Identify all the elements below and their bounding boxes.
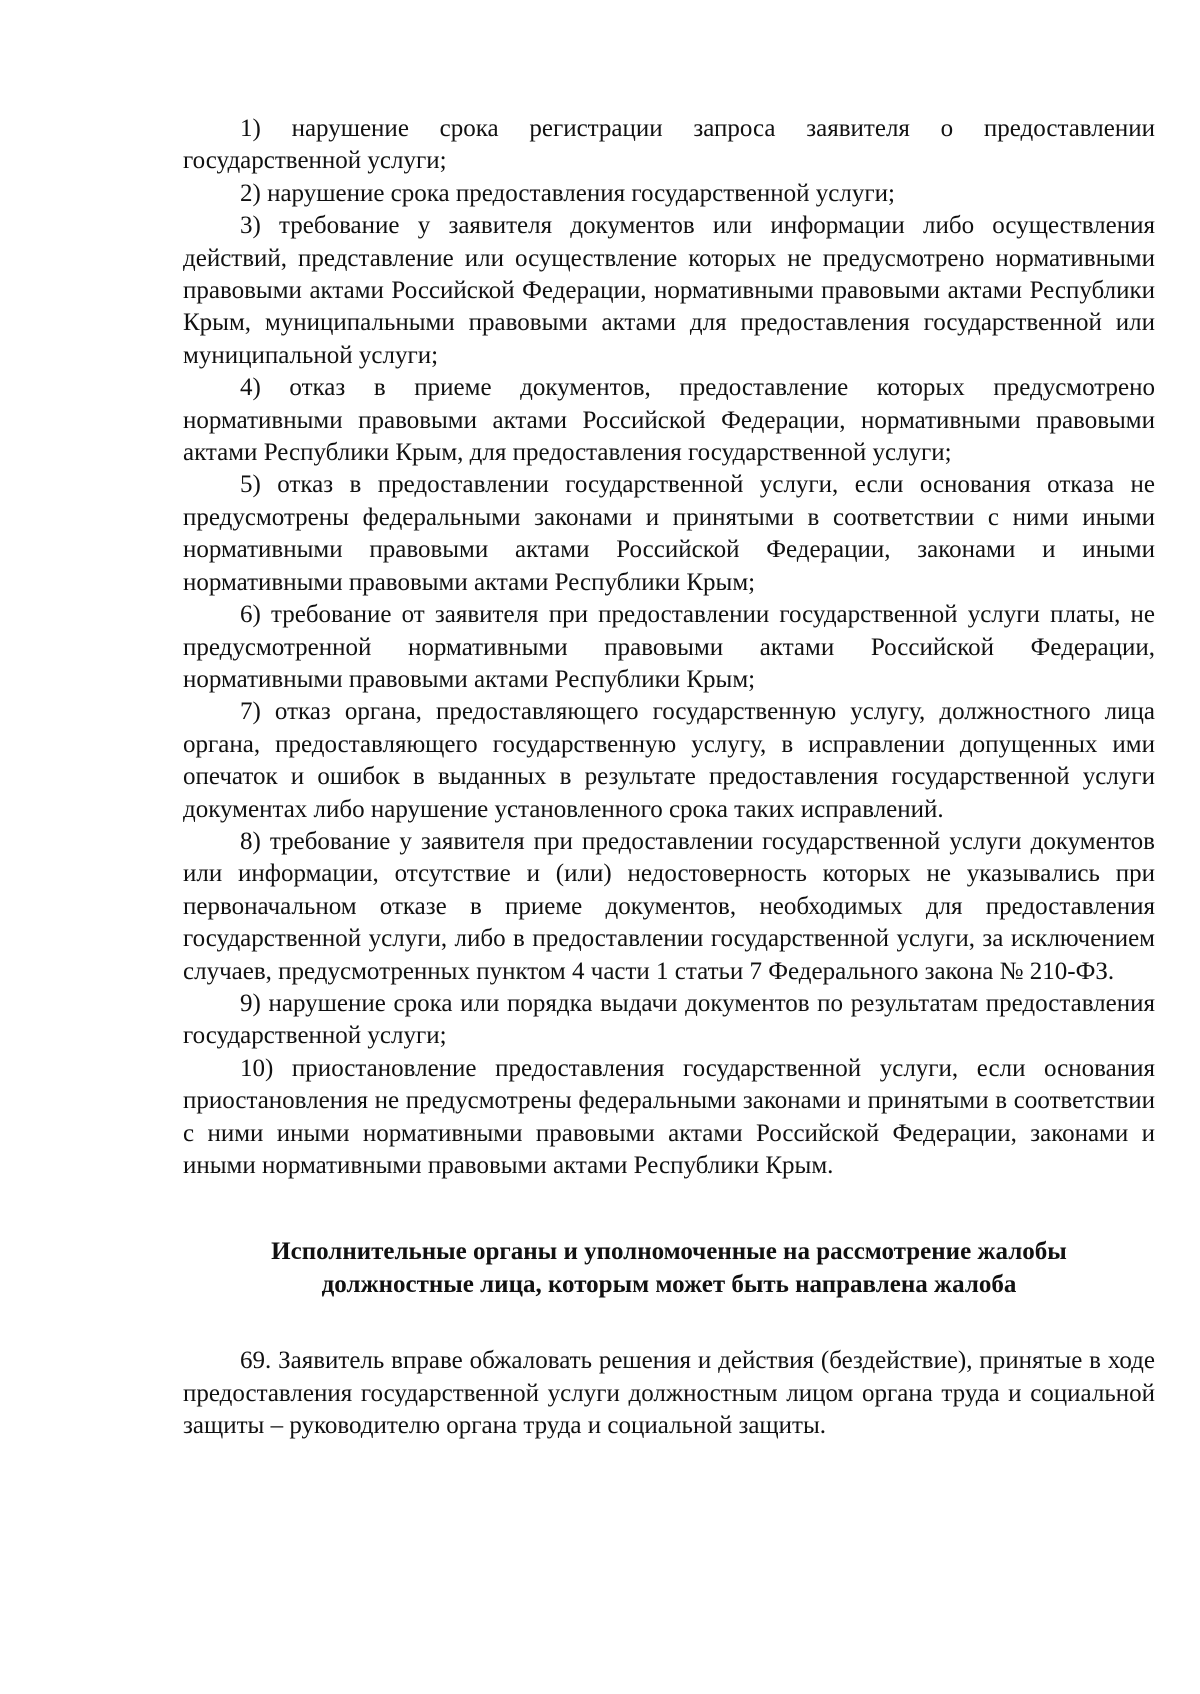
list-item-6: 6) требование от заявителя при предоставлении государственной услуги платы, не предусмотренной нормативными правовыми актами Российской Федерации, нормативными правовыми актами Республики Крым; xyxy=(183,601,1155,693)
document-body xyxy=(183,113,1155,1442)
list-item-5: 5) отказ в предоставлении государственной услуги, если основания отказа не предусмотрены федеральными законами и принятыми в соответствии с ними иными нормативными правовыми актами Российской Федерации, законами и иными нормативными правовыми актами Республики Крым; xyxy=(183,471,1155,596)
paragraph-69: 69. Заявитель вправе обжаловать решения и действия (бездействие), принятые в ходе предоставления государственной услуги должностным лицом органа труда и социальной защиты – руководителю органа труда и социальной защиты. xyxy=(183,1347,1155,1440)
list-item-4: 4) отказ в приеме документов, предоставление которых предусмотрено нормативными правовыми актами Российской Федерации, нормативными правовыми актами Республики Крым, для предоставления государственной услуги; xyxy=(183,374,1155,467)
list-item-9: 9) нарушение срока или порядка выдачи документов по результатам предоставления государственной услуги; xyxy=(183,989,1155,1050)
section-heading xyxy=(183,1236,1155,1301)
list-item-2: 2) нарушение срока предоставления государственной услуги; xyxy=(240,179,895,207)
list-item-8: 8) требование у заявителя при предоставлении государственной услуги документов или информации, отсутствие и (или) недостоверность которых не указывались при первоначальном отказе в приеме документов, необходимых для предоставления государственной услуги, либо в предоставлении государственной услуги, за исключением случаев, предусмотренных пунктом 4 части 1 статьи 7 Федерального закона № 210-ФЗ. xyxy=(183,827,1155,985)
list-item-1: 1) нарушение срока регистрации запроса заявителя о предоставлении государственной услуги; xyxy=(183,115,1155,175)
list-item-10: 10) приостановление предоставления государственной услуги, если основания приостановления не предусмотрены федеральными законами и принятыми в соответствии с ними иными нормативными правовыми актами Российской Федерации, законами и иными нормативными правовыми актами Республики Крым. xyxy=(183,1054,1155,1179)
section-heading-line-1: Исполнительные органы и уполномоченные на рассмотрение жалобы xyxy=(271,1238,1067,1266)
list-item-7: 7) отказ органа, предоставляющего государственную услугу, должностного лица органа, предоставляющего государственную услугу, в исправлении допущенных ими опечаток и ошибок в выданных в результате предоставления государственной услуги документах либо нарушение установленного срока таких исправлений. xyxy=(183,698,1155,823)
section-heading-line-2: должностные лица, которым может быть направлена жалоба xyxy=(321,1270,1017,1298)
list-item-3: 3) требование у заявителя документов или информации либо осуществления действий, представление или осуществление которых не предусмотрено нормативными правовыми актами Российской Федерации, нормативными правовыми актами Республики Крым, муниципальными правовыми актами для предоставления государственной или муниципальной услуги; xyxy=(183,212,1155,369)
